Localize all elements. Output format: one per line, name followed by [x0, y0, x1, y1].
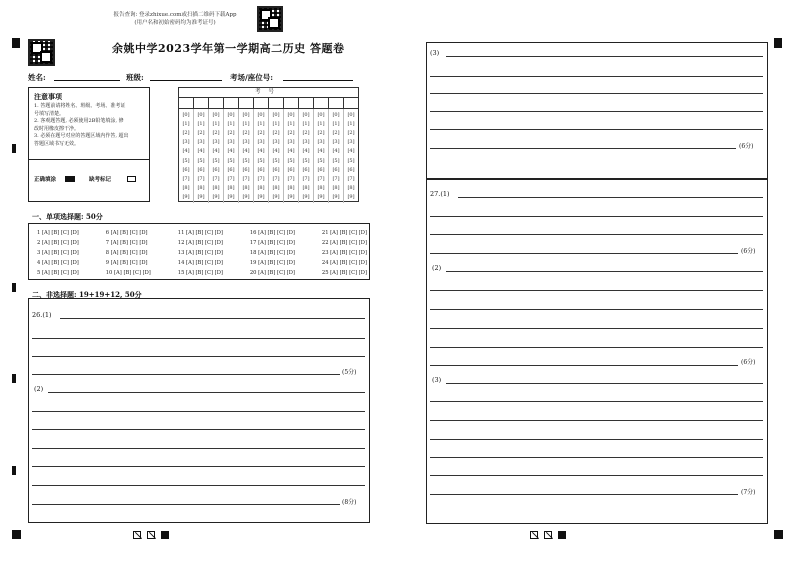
exam-id-bubble[interactable]: [3]	[272, 139, 280, 146]
class-field[interactable]	[150, 80, 222, 81]
answer-line[interactable]	[430, 129, 763, 130]
exam-id-bubble[interactable]: [1]	[227, 120, 235, 127]
answer-line[interactable]	[430, 148, 736, 149]
exam-id-bubble[interactable]: [5]	[347, 157, 355, 164]
exam-id-bubble[interactable]: [9]	[302, 194, 310, 201]
exam-id-bubble[interactable]: [2]	[302, 129, 310, 136]
notice-item: 2. 客观题答题, 必须使用2B铅笔填涂, 修	[34, 118, 124, 124]
exam-id-bubble[interactable]: [5]	[197, 157, 205, 164]
mc-question-row[interactable]: 17 [A] [B] [C] [D]	[249, 240, 295, 246]
answer-line[interactable]	[430, 457, 763, 458]
exam-id-bubble[interactable]: [3]	[317, 139, 325, 146]
exam-id-bubble[interactable]: [2]	[227, 129, 235, 136]
seat-label: 考场/座位号:	[230, 73, 274, 82]
exam-id-write-cell[interactable]	[194, 98, 209, 108]
exam-id-bubble[interactable]: [2]	[212, 129, 220, 136]
exam-id-bubble[interactable]: [4]	[317, 148, 325, 155]
exam-id-bubble[interactable]: [1]	[257, 120, 265, 127]
exam-id-bubble[interactable]: [3]	[302, 139, 310, 146]
exam-id-column	[179, 109, 194, 203]
exam-id-bubble[interactable]: [3]	[212, 139, 220, 146]
answer-line[interactable]	[430, 494, 738, 495]
qr-code-icon	[28, 39, 55, 66]
exam-id-bubble[interactable]: [1]	[242, 120, 250, 127]
mc-question-row[interactable]: 8 [A] [B] [C] [D]	[105, 250, 148, 256]
mc-question-row[interactable]: 20 [A] [B] [C] [D]	[249, 270, 295, 276]
q26-1-score: (5分)	[342, 369, 357, 376]
exam-id-bubble[interactable]: [0]	[257, 111, 265, 118]
exam-id-bubble[interactable]: [7]	[332, 175, 340, 182]
mc-column	[250, 230, 295, 276]
qr-code-icon	[257, 6, 283, 32]
exam-id-bubble[interactable]: [0]	[287, 111, 295, 118]
exam-id-bubble[interactable]: [6]	[272, 166, 280, 173]
answer-line[interactable]	[446, 383, 763, 384]
q27-1-label: 27.(1)	[430, 190, 450, 198]
answer-line[interactable]	[430, 401, 763, 402]
exam-id-bubble[interactable]: [8]	[347, 185, 355, 192]
mc-column	[37, 230, 79, 276]
exam-id-bubble[interactable]: [0]	[347, 111, 355, 118]
exam-id-bubble[interactable]: [5]	[332, 157, 340, 164]
exam-id-bubble[interactable]: [7]	[272, 175, 280, 182]
exam-id-bubble[interactable]: [6]	[242, 166, 250, 173]
alignment-mark	[12, 530, 21, 539]
exam-id-bubble[interactable]: [3]	[347, 139, 355, 146]
exam-id-bubble[interactable]: [9]	[287, 194, 295, 201]
exam-id-bubble[interactable]: [4]	[197, 148, 205, 155]
exam-id-bubble[interactable]: [1]	[272, 120, 280, 127]
exam-id-bubble[interactable]: [0]	[272, 111, 280, 118]
section1-title: 一、单项选择题: 50分	[32, 212, 103, 221]
answer-line[interactable]	[430, 253, 738, 254]
exam-id-bubble[interactable]: [7]	[212, 175, 220, 182]
exam-id-bubble[interactable]: [4]	[242, 148, 250, 155]
mc-question-row[interactable]: 12 [A] [B] [C] [D]	[177, 240, 223, 246]
exam-id-bubble[interactable]: [9]	[347, 194, 355, 201]
exam-id-bubble[interactable]: [2]	[197, 129, 205, 136]
exam-id-bubble[interactable]: [3]	[197, 139, 205, 146]
exam-id-bubble[interactable]: [7]	[347, 175, 355, 182]
exam-id-column	[269, 109, 284, 203]
timing-mark	[12, 374, 16, 383]
class-label: 班级:	[126, 73, 144, 82]
mc-question-row[interactable]: 7 [A] [B] [C] [D]	[105, 240, 148, 246]
answer-line[interactable]	[430, 93, 763, 94]
mc-question-row[interactable]: 25 [A] [B] [C] [D]	[321, 270, 367, 276]
exam-id-bubble[interactable]: [9]	[257, 194, 265, 201]
exam-id-bubble[interactable]: [4]	[332, 148, 340, 155]
exam-id-bubble[interactable]: [8]	[272, 185, 280, 192]
exam-id-bubble[interactable]: [6]	[317, 166, 325, 173]
exam-id-write-cell[interactable]	[239, 98, 254, 108]
exam-id-bubble[interactable]: [7]	[242, 175, 250, 182]
notice-item: 改时用橡皮擦干净。	[34, 125, 80, 132]
exam-id-bubble[interactable]: [6]	[287, 166, 295, 173]
exam-id-bubble[interactable]: [9]	[227, 194, 235, 201]
name-label: 姓名:	[28, 73, 46, 82]
mc-question-row[interactable]: 5 [A] [B] [C] [D]	[37, 270, 79, 276]
mc-question-row[interactable]: 6 [A] [B] [C] [D]	[105, 230, 148, 236]
exam-id-bubble[interactable]: [0]	[212, 111, 220, 118]
exam-id-bubble[interactable]: [1]	[212, 120, 220, 127]
exam-id-bubble[interactable]: [4]	[287, 148, 295, 155]
exam-id-bubble[interactable]: [2]	[182, 129, 190, 136]
exam-id-bubble[interactable]: [8]	[317, 185, 325, 192]
mc-question-row[interactable]: 11 [A] [B] [C] [D]	[177, 230, 223, 236]
exam-id-bubble[interactable]: [6]	[197, 166, 205, 173]
exam-id-bubble[interactable]: [1]	[197, 120, 205, 127]
mc-question-row[interactable]: 9 [A] [B] [C] [D]	[105, 260, 148, 266]
exam-id-bubble[interactable]: [1]	[347, 120, 355, 127]
exam-id-column	[254, 109, 269, 203]
mc-question-row[interactable]: 14 [A] [B] [C] [D]	[177, 260, 223, 266]
exam-id-bubble[interactable]: [9]	[197, 194, 205, 201]
exam-id-bubble[interactable]: [9]	[212, 194, 220, 201]
exam-id-bubble[interactable]: [7]	[287, 175, 295, 182]
exam-id-write-cell[interactable]	[344, 98, 358, 108]
exam-id-bubble[interactable]: [9]	[182, 194, 190, 201]
exam-id-bubble[interactable]: [8]	[287, 185, 295, 192]
answer-line[interactable]	[430, 76, 763, 77]
notice-box	[28, 87, 150, 202]
exam-id-column	[239, 109, 254, 203]
q26-2-label: (2)	[34, 385, 44, 393]
answer-line[interactable]	[430, 290, 763, 291]
answer-line[interactable]	[446, 56, 763, 57]
exam-id-bubble[interactable]: [1]	[332, 120, 340, 127]
exam-id-bubble[interactable]: [3]	[257, 139, 265, 146]
answer-line[interactable]	[32, 504, 340, 505]
answer-line[interactable]	[32, 466, 365, 467]
mc-question-row[interactable]: 3 [A] [B] [C] [D]	[37, 250, 79, 256]
correct-fill-sample	[65, 176, 75, 182]
seat-field[interactable]	[283, 80, 353, 81]
section2-title: 二、非选择题: 19+19+12, 50分	[32, 290, 142, 299]
exam-id-column	[209, 109, 224, 203]
exam-id-bubble[interactable]: [6]	[212, 166, 220, 173]
mc-column	[106, 230, 151, 276]
notice-item: 1. 答题前请将姓名、班级、考场、准考证	[34, 103, 126, 109]
exam-id-bubble[interactable]: [8]	[332, 185, 340, 192]
exam-id-bubble[interactable]: [8]	[227, 185, 235, 192]
exam-id-write-cell[interactable]	[209, 98, 224, 108]
page-title: 余姚中学2023学年第一学期高二历史 答题卷	[112, 42, 345, 55]
mc-question-row[interactable]: 23 [A] [B] [C] [D]	[321, 250, 367, 256]
exam-id-bubble[interactable]: [5]	[182, 157, 190, 164]
q27-2-label: (2)	[432, 264, 442, 272]
exam-id-bubble[interactable]: [5]	[317, 157, 325, 164]
exam-id-column	[194, 109, 209, 203]
exam-id-bubble[interactable]: [4]	[182, 148, 190, 155]
mc-question-row[interactable]: 4 [A] [B] [C] [D]	[37, 260, 79, 266]
q26-2-score: (8分)	[342, 499, 357, 506]
exam-id-write-cell[interactable]	[254, 98, 269, 108]
exam-id-bubble[interactable]: [0]	[182, 111, 190, 118]
q27-3-score: (7分)	[741, 489, 756, 496]
exam-id-bubble[interactable]: [0]	[242, 111, 250, 118]
page-mark-box	[544, 531, 552, 539]
report-query-note	[100, 11, 250, 27]
exam-id-bubble[interactable]: [4]	[272, 148, 280, 155]
mc-question-row[interactable]: 10 [A] [B] [C] [D]	[105, 270, 151, 276]
mc-question-row[interactable]: 21 [A] [B] [C] [D]	[321, 230, 367, 236]
answer-line[interactable]	[32, 411, 365, 412]
page-mark-solid	[558, 531, 566, 539]
exam-id-write-cell[interactable]	[224, 98, 239, 108]
answer-line[interactable]	[32, 338, 365, 339]
timing-mark	[12, 466, 16, 475]
exam-id-bubble[interactable]: [7]	[257, 175, 265, 182]
exam-id-column	[329, 109, 344, 203]
alignment-mark	[774, 38, 782, 48]
page-mark-solid	[161, 531, 169, 539]
mc-question-row[interactable]: 22 [A] [B] [C] [D]	[321, 240, 367, 246]
answer-line[interactable]	[430, 475, 763, 476]
exam-id-bubble[interactable]: [8]	[212, 185, 220, 192]
answer-line[interactable]	[32, 429, 365, 430]
answer-line[interactable]	[32, 374, 340, 375]
notice-item: 3. 必须在题号对应的答题区域内作答, 超出	[34, 133, 129, 139]
exam-id-bubble[interactable]: [9]	[332, 194, 340, 201]
answer-line[interactable]	[430, 111, 763, 112]
exam-id-bubble[interactable]: [9]	[272, 194, 280, 201]
answer-line[interactable]	[458, 197, 763, 198]
q27-1-score: (6分)	[741, 248, 756, 255]
answer-line[interactable]	[430, 420, 763, 421]
answer-line[interactable]	[430, 216, 763, 217]
exam-id-bubble[interactable]: [3]	[332, 139, 340, 146]
mc-question-row[interactable]: 1 [A] [B] [C] [D]	[37, 230, 79, 236]
exam-id-bubble[interactable]: [4]	[347, 148, 355, 155]
exam-id-bubble[interactable]: [0]	[302, 111, 310, 118]
mc-question-row[interactable]: 19 [A] [B] [C] [D]	[249, 260, 295, 266]
q26-3-score: (6分)	[739, 143, 754, 150]
exam-id-bubble[interactable]: [9]	[317, 194, 325, 201]
exam-id-bubble[interactable]: [8]	[197, 185, 205, 192]
right-answer-box-bottom	[426, 179, 768, 524]
exam-id-bubble[interactable]: [3]	[227, 139, 235, 146]
exam-id-bubble[interactable]: [9]	[242, 194, 250, 201]
exam-id-bubble[interactable]: [5]	[272, 157, 280, 164]
exam-id-bubble[interactable]: [2]	[332, 129, 340, 136]
exam-id-bubble[interactable]: [3]	[182, 139, 190, 146]
exam-id-write-cell[interactable]	[179, 98, 194, 108]
mc-question-row[interactable]: 18 [A] [B] [C] [D]	[249, 250, 295, 256]
exam-id-bubble[interactable]: [1]	[182, 120, 190, 127]
exam-id-write-cell[interactable]	[299, 98, 314, 108]
exam-id-bubble[interactable]: [7]	[302, 175, 310, 182]
exam-id-bubble[interactable]: [6]	[182, 166, 190, 173]
exam-id-bubble[interactable]: [0]	[227, 111, 235, 118]
notice-item: 号填写清楚。	[34, 110, 65, 117]
answer-line[interactable]	[430, 439, 763, 440]
exam-id-column	[284, 109, 299, 203]
exam-id-write-cell[interactable]	[314, 98, 329, 108]
exam-id-column	[344, 109, 358, 203]
alignment-mark	[12, 38, 20, 48]
answer-line[interactable]	[430, 328, 763, 329]
exam-id-column	[299, 109, 314, 203]
exam-id-bubble[interactable]: [8]	[257, 185, 265, 192]
mc-question-row[interactable]: 24 [A] [B] [C] [D]	[321, 260, 367, 266]
report-query-line1: 报告查询: 登录zhixue.com或扫描二维码下载App	[113, 12, 237, 18]
timing-mark	[12, 283, 16, 292]
exam-id-column	[314, 109, 329, 203]
exam-id-bubble[interactable]: [0]	[317, 111, 325, 118]
exam-id-bubble[interactable]: [7]	[227, 175, 235, 182]
exam-id-bubble[interactable]: [1]	[317, 120, 325, 127]
exam-id-bubble[interactable]: [1]	[302, 120, 310, 127]
answer-line[interactable]	[60, 318, 365, 319]
exam-id-grid	[178, 87, 359, 202]
exam-id-column	[224, 109, 239, 203]
mc-question-row[interactable]: 16 [A] [B] [C] [D]	[249, 230, 295, 236]
exam-id-bubble[interactable]: [8]	[242, 185, 250, 192]
notice-item: 答题区域书写无效。	[34, 140, 80, 147]
q27-3-label: (3)	[432, 376, 442, 384]
exam-id-bubble[interactable]: [6]	[332, 166, 340, 173]
page-mark-box	[133, 531, 141, 539]
answer-line[interactable]	[446, 271, 763, 272]
q26-3-label: (3)	[430, 49, 440, 57]
exam-id-bubble[interactable]: [1]	[287, 120, 295, 127]
timing-mark	[12, 144, 16, 153]
exam-id-bubble[interactable]: [6]	[227, 166, 235, 173]
exam-id-bubble[interactable]: [5]	[227, 157, 235, 164]
exam-id-bubble[interactable]: [5]	[212, 157, 220, 164]
exam-id-bubble[interactable]: [6]	[302, 166, 310, 173]
exam-id-bubble[interactable]: [4]	[257, 148, 265, 155]
exam-id-bubble[interactable]: [5]	[257, 157, 265, 164]
mc-question-row[interactable]: 2 [A] [B] [C] [D]	[37, 240, 79, 246]
name-field[interactable]	[54, 80, 120, 81]
q26-1-label: 26.(1)	[32, 311, 52, 319]
exam-id-bubble[interactable]: [4]	[212, 148, 220, 155]
answer-line[interactable]	[32, 356, 365, 357]
exam-id-bubble[interactable]: [2]	[242, 129, 250, 136]
exam-id-write-cell[interactable]	[269, 98, 284, 108]
mc-column	[322, 230, 367, 276]
answer-line[interactable]	[430, 365, 738, 366]
absent-mark-checkbox[interactable]	[127, 176, 136, 182]
answer-line[interactable]	[430, 309, 763, 310]
exam-id-bubble[interactable]: [2]	[347, 129, 355, 136]
exam-id-bubble[interactable]: [7]	[317, 175, 325, 182]
exam-id-bubble[interactable]: [8]	[302, 185, 310, 192]
answer-line[interactable]	[430, 234, 763, 235]
q27-2-score: (6分)	[741, 359, 756, 366]
exam-id-bubble[interactable]: [6]	[257, 166, 265, 173]
mc-question-row[interactable]: 13 [A] [B] [C] [D]	[177, 250, 223, 256]
exam-id-bubble[interactable]: [7]	[197, 175, 205, 182]
exam-id-bubble[interactable]: [5]	[287, 157, 295, 164]
exam-id-bubble[interactable]: [0]	[332, 111, 340, 118]
exam-id-bubble[interactable]: [2]	[272, 129, 280, 136]
notice-title: 注意事项	[34, 92, 62, 101]
exam-id-bubble[interactable]: [3]	[242, 139, 250, 146]
report-query-line2: (用户名和初始密码均为准考证号)	[134, 20, 216, 26]
exam-id-bubble[interactable]: [4]	[227, 148, 235, 155]
exam-id-bubble[interactable]: [8]	[182, 185, 190, 192]
exam-id-header: 考号	[179, 88, 358, 98]
exam-id-bubble[interactable]: [3]	[287, 139, 295, 146]
mc-answer-box	[28, 223, 370, 280]
exam-id-bubble[interactable]: [5]	[302, 157, 310, 164]
exam-id-bubble[interactable]: [2]	[257, 129, 265, 136]
alignment-mark	[774, 530, 783, 539]
exam-id-bubble[interactable]: [2]	[287, 129, 295, 136]
correct-fill-label: 正确填涂	[34, 177, 57, 183]
answer-line[interactable]	[32, 448, 365, 449]
answer-line[interactable]	[48, 392, 365, 393]
exam-id-bubble[interactable]: [0]	[197, 111, 205, 118]
answer-line[interactable]	[32, 485, 365, 486]
page-mark-box	[530, 531, 538, 539]
exam-id-write-cell[interactable]	[284, 98, 299, 108]
exam-id-bubble[interactable]: [7]	[182, 175, 190, 182]
exam-id-bubble[interactable]: [2]	[317, 129, 325, 136]
exam-id-bubble[interactable]: [5]	[242, 157, 250, 164]
page-mark-box	[147, 531, 155, 539]
exam-id-bubble[interactable]: [4]	[302, 148, 310, 155]
mc-question-row[interactable]: 15 [A] [B] [C] [D]	[177, 270, 223, 276]
exam-id-write-cell[interactable]	[329, 98, 344, 108]
answer-line[interactable]	[430, 347, 763, 348]
exam-id-bubble[interactable]: [6]	[347, 166, 355, 173]
mc-column	[178, 230, 223, 276]
absent-mark-label: 缺考标记	[89, 177, 112, 183]
